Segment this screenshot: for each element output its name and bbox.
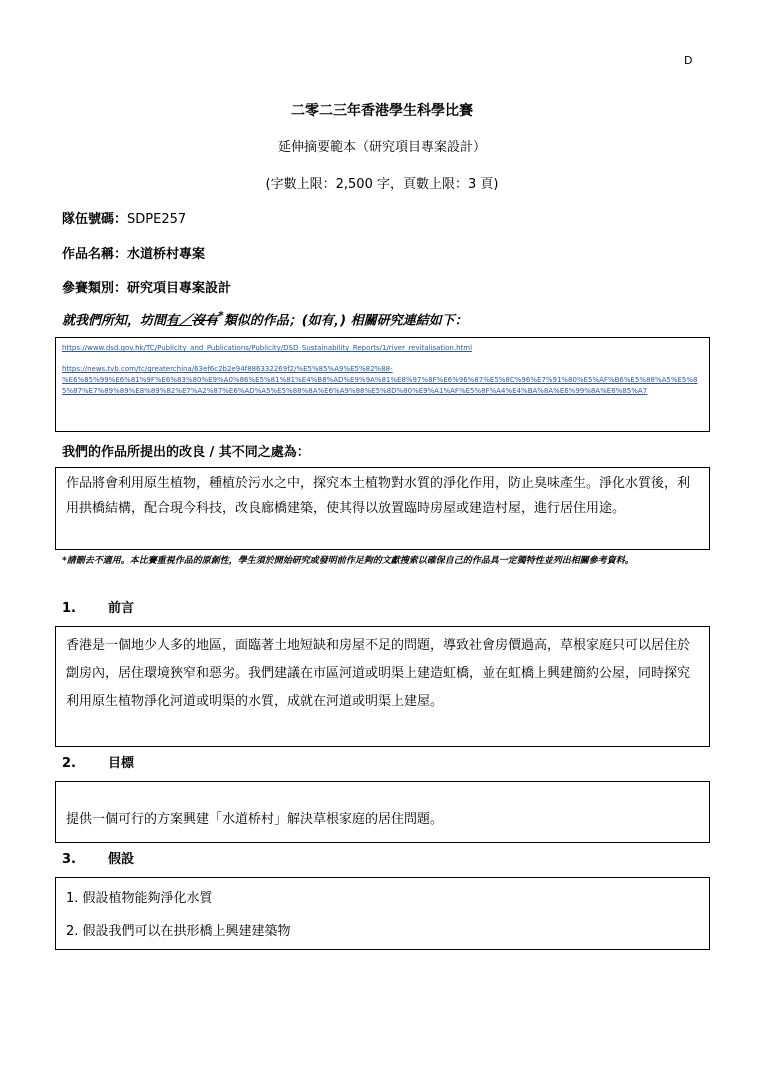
category-field <box>62 277 231 296</box>
reference-link[interactable]: https://www.dsd.gov.hk/TC/Publicity_and_Publications/Publicity/DSD_Sustainability_Reports/1/river_revitalisation.html <box>62 344 473 352</box>
section-title: 假設 <box>108 852 135 867</box>
goal-box: 提供一個可行的方案興建「水道桥村」解決草根家庭的居住問題。 <box>55 781 710 843</box>
word-limit: (字數上限：2,500 字，頁數上限：3 頁) <box>265 177 499 192</box>
similar-have: 有 <box>166 313 180 329</box>
reference-link[interactable]: 5%87%E7%89%89%E8%89%82%E7%A2%87%E6%AD%A5%E5%88%8A%E6%A9%88%E5%8D%80%E9%A1%AF%E5%8F%A4%E4%BA%8A%E6%99%8A%E6%85%A7 <box>62 387 648 395</box>
section-number: 1. <box>62 601 76 616</box>
links-box <box>55 337 710 432</box>
section-number: 3. <box>62 852 76 867</box>
category-label: 參賽類別： <box>62 281 128 296</box>
team-number-field <box>62 208 186 227</box>
work-name-label: 作品名稱： <box>62 247 128 262</box>
section-heading-hypothesis <box>62 848 134 867</box>
reference-link[interactable]: %E6%85%99%E6%81%9F%E6%83%80%E9%A0%86%E5%81%81%E4%B8%AD%E9%9A%81%E8%97%8F%E6%96%87%E5%8C%96%E7%91%80%E5%AF%B6%E5%88%A5%E5%8 <box>62 376 698 384</box>
section-title: 前言 <box>108 601 135 616</box>
hypothesis-item: 2. 假設我們可以在拱形橋上興建建築物 <box>66 924 291 939</box>
page-letter: D <box>684 54 693 67</box>
improvement-box: 作品將會利用原生植物，種植於污水之中，探究本土植物對水質的淨化作用，防止臭味產生。淨化水質後，利用拱橋結構，配合現今科技，改良廊橋建築，使其得以放置臨時房屋或建造村屋，進行居住用途。 <box>55 467 710 550</box>
reference-link[interactable]: https://news.tvb.com/tc/greaterchina/63ef6c2b2e94f886332269f2/%E5%85%A9%E5%82%88- <box>62 365 393 373</box>
section-heading-goal <box>62 752 134 771</box>
improvement-question: 我們的作品所提出的改良 / 其不同之處為： <box>62 445 310 460</box>
similar-prefix: 就我們所知，坊間 <box>62 313 167 329</box>
category-value: 研究項目專案設計 <box>127 281 232 296</box>
section-title: 目標 <box>108 756 135 771</box>
work-name-field <box>62 243 205 262</box>
team-number-label: 隊伍號碼： <box>62 212 128 227</box>
document-title: 二零二三年香港學生科學比賽 <box>291 103 473 119</box>
similar-suffix: 類似的作品；(如有，) 相關研究連結如下： <box>223 313 468 329</box>
similar-star: * <box>218 309 224 322</box>
section-number: 2. <box>62 756 76 771</box>
work-name-value: 水道桥村專案 <box>127 247 206 262</box>
similar-works-statement <box>62 309 468 328</box>
section-heading-intro <box>62 597 134 616</box>
intro-box: 香港是一個地少人多的地區，面臨著土地短缺和房屋不足的問題，導致社會房價過高，草根家庭只可以居住於劏房內，居住環境狹窄和惡劣。我們建議在市區河道或明渠上建造虹橋，並在虹橋上興建簡約公屋，同時探究利用原生植物淨化河道或明渠的水質，成就在河道或明渠上建屋。 <box>55 626 710 747</box>
footnote: *請刪去不適用。本比賽重視作品的原創性，學生須於開始研究或發明前作足夠的文獻搜索以確保自己的作品具一定獨特性並列出相關參考資料。 <box>62 556 634 566</box>
team-number-value: SDPE257 <box>127 212 187 227</box>
hypothesis-item: 1. 假設植物能夠淨化水質 <box>66 891 213 906</box>
hypothesis-box <box>55 877 710 950</box>
document-subtitle: 延伸摘要範本（研究項目專案設計） <box>277 140 486 155</box>
similar-slash: ／ <box>179 313 193 329</box>
similar-none: 沒有 <box>192 313 219 329</box>
